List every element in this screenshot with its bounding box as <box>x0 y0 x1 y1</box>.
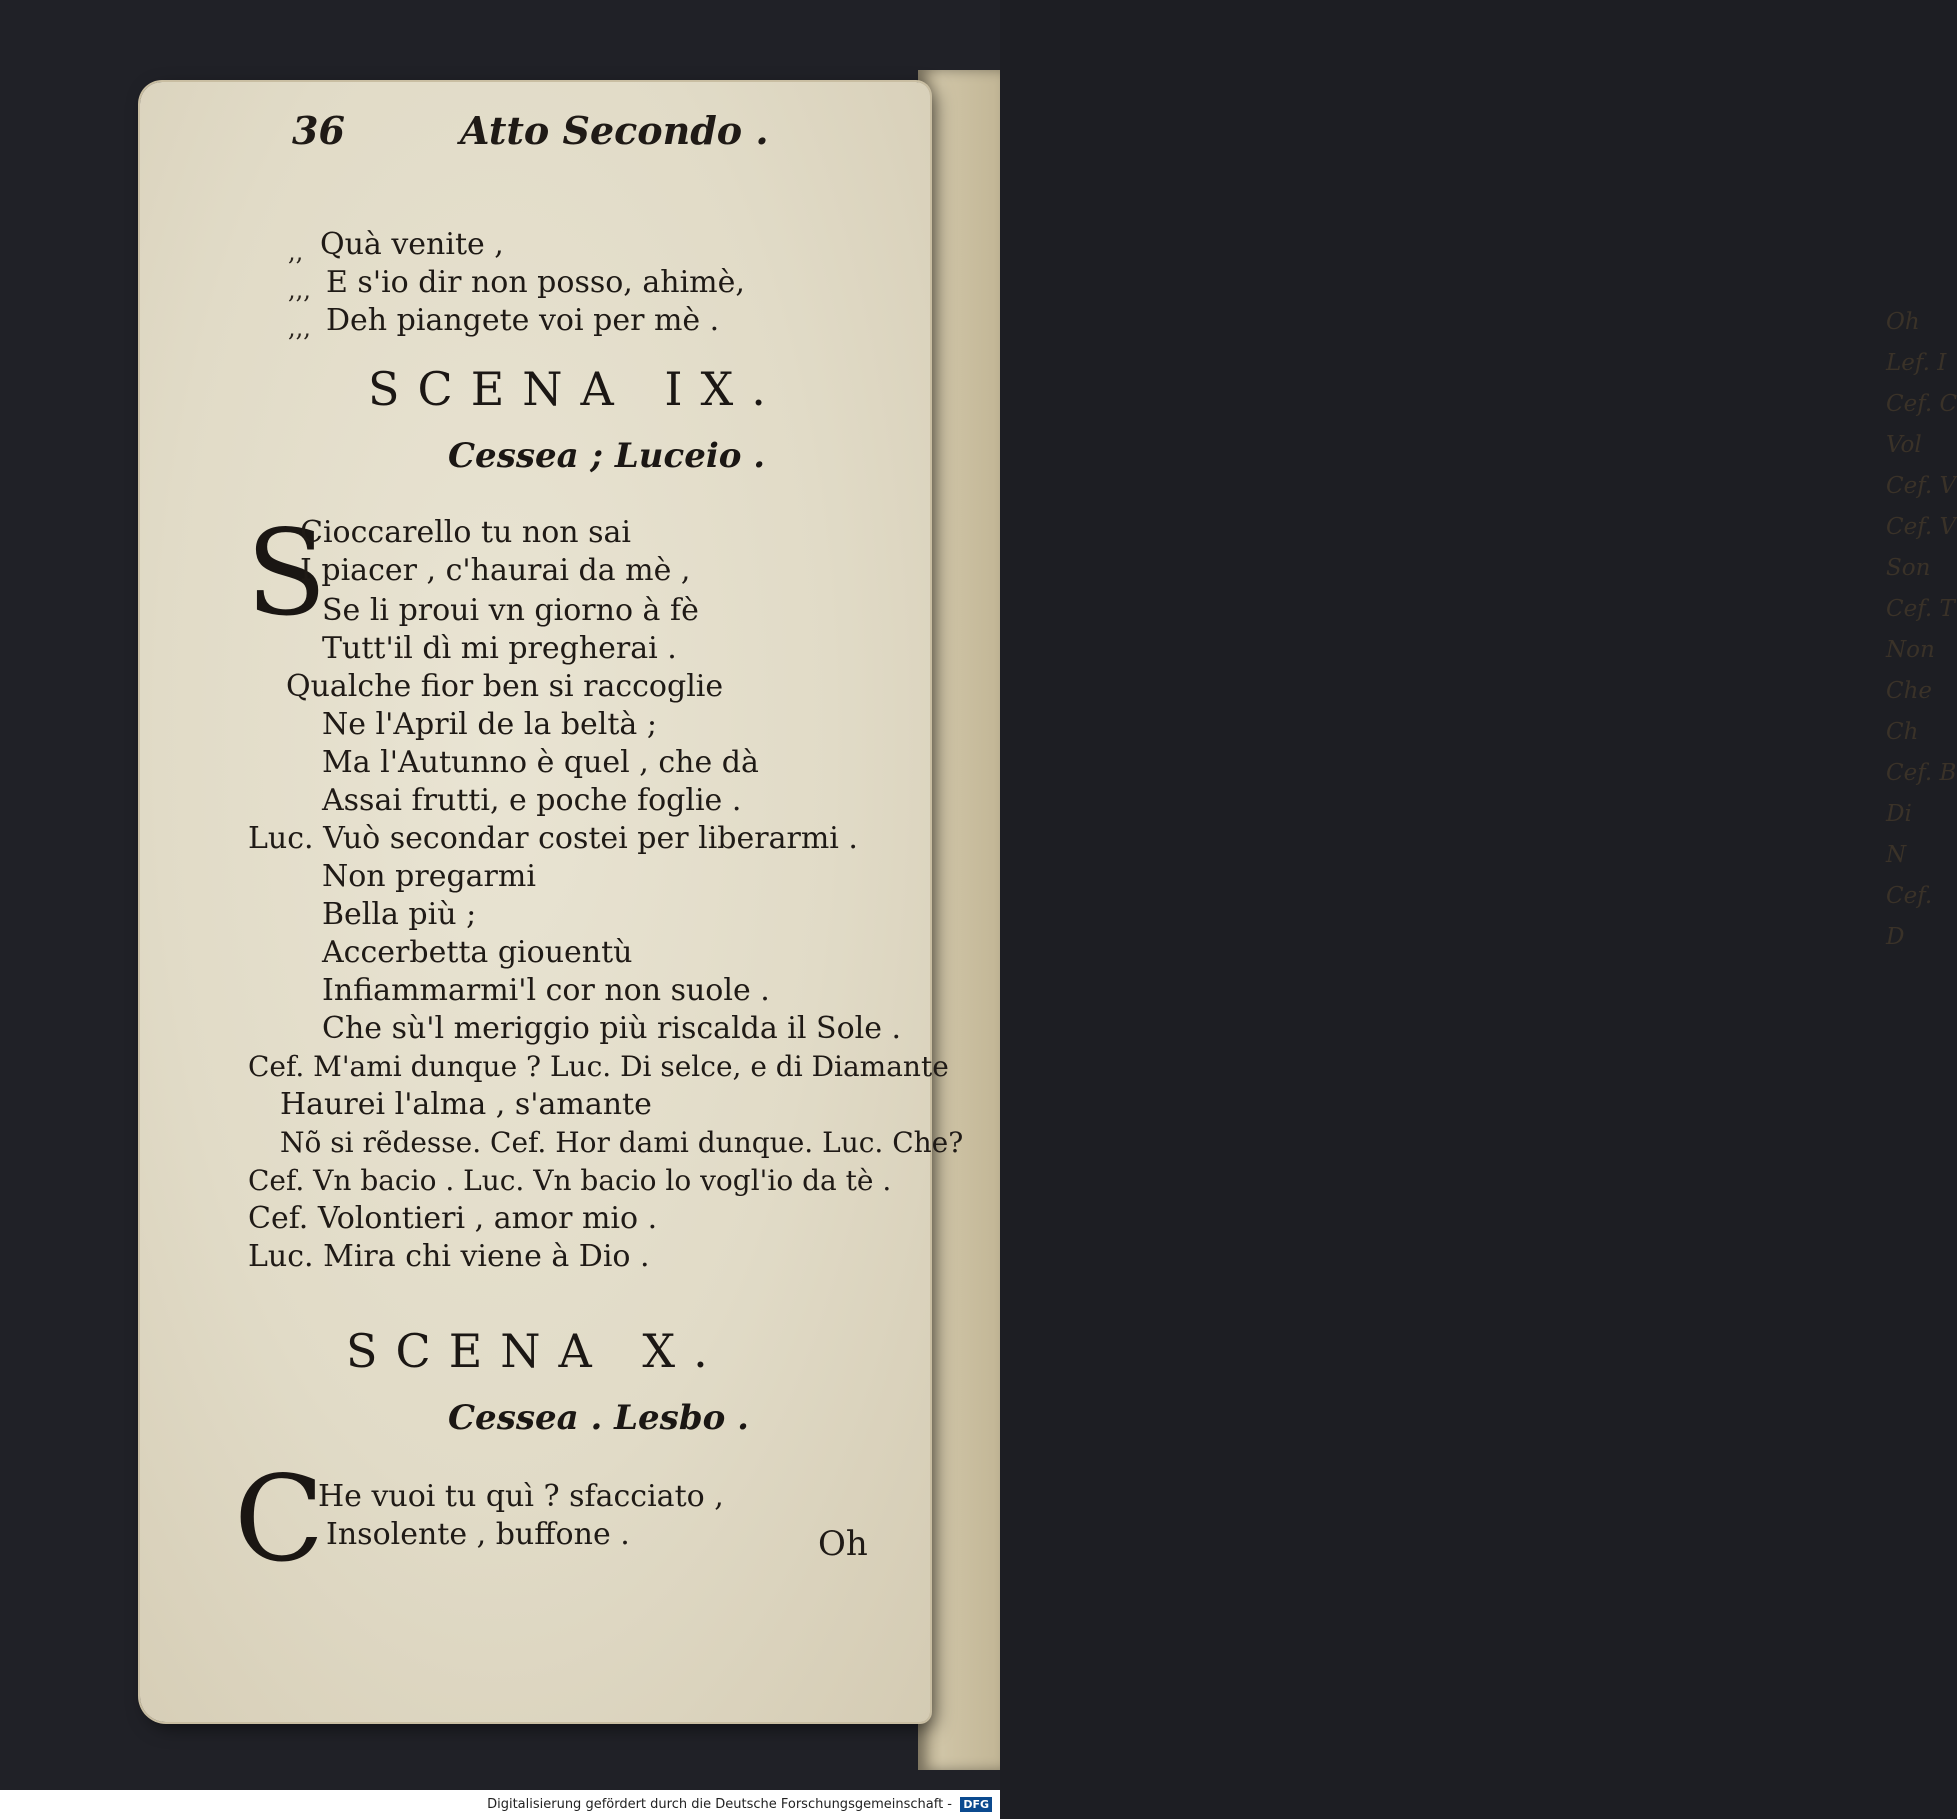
facing-page-text <box>1886 302 1957 958</box>
facing-line: Cef. V <box>1886 473 1957 499</box>
facing-line: Oh <box>1886 309 1920 335</box>
verse-line: Bella più ; <box>322 897 477 932</box>
verse-line: Cef. M'ami dunque ? Luc. Di selce, e di Diamante <box>248 1050 949 1083</box>
facing-line: Cef. V <box>1886 514 1957 540</box>
verse-line: Insolente , buffone . <box>326 1517 630 1552</box>
facing-line: Cef. T <box>1886 596 1955 622</box>
facing-line: Son <box>1886 555 1931 581</box>
verse-line: He vuoi tu quì ? sfacciato , <box>318 1479 724 1514</box>
facing-line: D <box>1886 924 1905 950</box>
verse-line: Luc. Mira chi viene à Dio . <box>248 1239 650 1274</box>
facing-line: Cef. <box>1886 883 1933 909</box>
verse-line: Cioccarello tu non sai <box>300 515 632 550</box>
facing-line: Di <box>1886 801 1912 827</box>
quote-mark: ,, <box>288 238 304 266</box>
facing-line: Non <box>1886 637 1935 663</box>
verse-line: Infiammarmi'l cor non suole . <box>322 973 770 1008</box>
verse-line: Se li proui vn giorno à fè <box>322 593 699 628</box>
verse-line: Tutt'il dì mi pregherai . <box>322 631 677 666</box>
drop-cap-letter: S <box>246 504 327 642</box>
drop-cap-letter: C <box>234 1450 325 1588</box>
facing-page-edge <box>918 70 1957 1770</box>
verse-line: Ne l'April de la beltà ; <box>322 707 657 742</box>
verse-line: Quà venite , <box>320 227 504 262</box>
verse-line: Ma l'Autunno è quel , che dà <box>322 745 759 780</box>
digitization-footer <box>0 1790 1000 1819</box>
facing-line: N <box>1886 842 1907 868</box>
verse-line: Luc. Vuò secondar costei per liberarmi . <box>248 821 858 856</box>
verse-line: Assai frutti, e poche foglie . <box>322 783 742 818</box>
facing-line: Che <box>1886 678 1933 704</box>
verse-line: Che sù'l meriggio più riscalda il Sole . <box>322 1011 902 1046</box>
scene-title: SCENA IX. <box>368 362 784 416</box>
running-head: Atto Secondo . <box>460 108 769 153</box>
verse-line: E s'io dir non posso, ahimè, <box>326 265 745 300</box>
verse-line: Nõ si rẽdesse. Cef. Hor dami dunque. Luc. Che? <box>280 1126 964 1159</box>
scene-characters: Cessea . Lesbo . <box>448 1398 749 1438</box>
facing-line: Vol <box>1886 432 1922 458</box>
page-number: 36 <box>292 108 345 153</box>
quote-mark: ,,, <box>288 276 311 304</box>
verse-line: Cef. Vn bacio . Luc. Vn bacio lo vogl'io da tè . <box>248 1164 892 1197</box>
verse-line: I piacer , c'haurai da mè , <box>300 553 691 588</box>
verse-line: Accerbetta giouentù <box>322 935 633 970</box>
verse-line: Non pregarmi <box>322 859 536 894</box>
footer-credit: Digitalisierung gefördert durch die Deutsche Forschungsgemeinschaft - <box>487 1797 952 1812</box>
quote-mark: ,,, <box>288 314 311 342</box>
facing-line: Cef. C <box>1886 391 1957 417</box>
dfg-logo: DFG <box>960 1797 992 1812</box>
verse-line: Cef. Volontieri , amor mio . <box>248 1201 658 1236</box>
scene-title: SCENA X. <box>346 1324 726 1378</box>
facing-line: Cef. B <box>1886 760 1957 786</box>
verse-line: Haurei l'alma , s'amante <box>280 1087 652 1122</box>
facing-line: Ch <box>1886 719 1919 745</box>
facing-line: Lef. I <box>1886 350 1947 376</box>
catchword: Oh <box>818 1524 868 1564</box>
verse-line: Deh piangete voi per mè . <box>326 303 720 338</box>
scene-characters: Cessea ; Luceio . <box>448 436 766 476</box>
verse-line: Qualche fior ben si raccoglie <box>286 669 724 704</box>
